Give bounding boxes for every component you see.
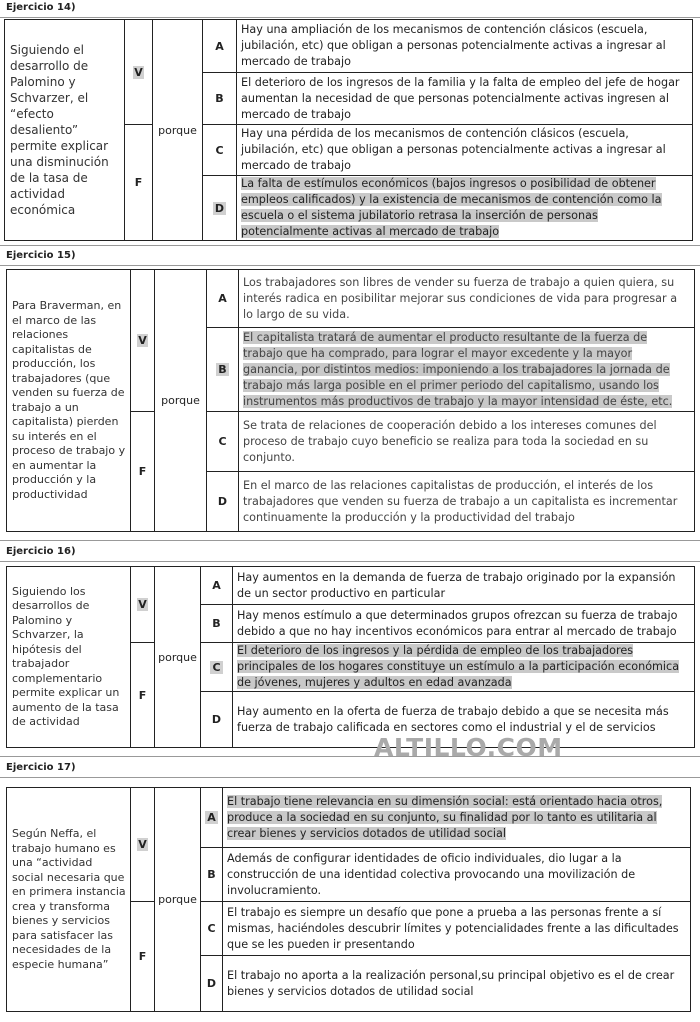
option-text: Hay una ampliación de los mecanismos de contención clásicos (escuela, jubilación, etc) que obligan a personas potencialmente activas a ingresar al mercado de trabajo	[237, 20, 693, 73]
divider	[0, 561, 700, 562]
option-letter[interactable]: C	[201, 902, 223, 956]
false-option[interactable]: F	[131, 643, 155, 748]
true-option[interactable]: V	[131, 567, 155, 643]
exercise-title: Ejercicio 14)	[6, 2, 76, 13]
option-text: El deterioro de los ingresos de la familia y la falta de empleo del jefe de hogar aumentan la necesidad de que personas potencialmente activas ingresen al mercado de trabajo	[237, 73, 693, 125]
option-text-highlighted: El deterioro de los ingresos y la pérdida de empleo de los trabajadores principales de los hogares constituye un estímulo a la participación económica de jóvenes, mujeres y adultos en edad avanzada	[233, 643, 695, 692]
option-text-highlighted: El capitalista tratará de aumentar el producto resultante de la fuerza de trabajo que ha comprado, para lograr el mayor excedente y la mayor ganancia, por distintos medios: imponiendo a los trabajadores la jornada de trabajo más larga posible en el primer periodo del capitalismo, usando los instrumentos más productivos de trabajo y la mayor intensidad de éste, etc.	[239, 328, 695, 412]
divider	[0, 245, 700, 246]
exercise-14-table	[4, 19, 693, 241]
divider	[0, 265, 700, 266]
exercise-statement: Siguiendo los desarrollos de Palomino y Schvarzer, la hipótesis del trabajador complementario permite explicar un aumento de la tasa de actividad	[7, 567, 131, 748]
exercise-16-table	[6, 566, 695, 748]
option-letter-selected[interactable]: D	[203, 176, 237, 241]
divider	[0, 540, 700, 541]
false-option[interactable]: F	[131, 902, 155, 1012]
exercise-17-table	[6, 787, 691, 1012]
option-letter[interactable]: B	[201, 848, 223, 902]
option-letter[interactable]: A	[207, 270, 239, 328]
option-letter-selected[interactable]: A	[201, 788, 223, 848]
option-letter[interactable]: C	[203, 125, 237, 176]
option-text: Hay menos estímulo a que determinados grupos ofrezcan su fuerza de trabajo debido a que no hay incentivos económicos para entrar al mercado de trabajo	[233, 605, 695, 643]
exercise-title: Ejercicio 16)	[6, 546, 76, 557]
porque-label: porque	[155, 788, 201, 1012]
option-text: Se trata de relaciones de cooperación debido a los intereses comunes del proceso de trabajo cuyo beneficio se realiza para toda la sociedad en su conjunto.	[239, 412, 695, 472]
option-text: En el marco de las relaciones capitalistas de producción, el interés de los trabajadores que venden su fuerza de trabajo a un capitalista es incrementar continuamente la producción y la productividad del trabajo	[239, 472, 695, 532]
divider	[0, 777, 700, 778]
option-text: El trabajo no aporta a la realización personal,su principal objetivo es el de crear bienes y servicios dotados de utilidad social	[223, 956, 691, 1012]
true-option[interactable]: V	[131, 270, 155, 412]
true-option[interactable]: V	[131, 788, 155, 902]
porque-label: porque	[153, 20, 203, 241]
option-letter[interactable]: D	[207, 472, 239, 532]
false-option[interactable]: F	[125, 125, 153, 241]
exercise-statement: Según Neffa, el trabajo humano es una “actividad social necesaria que en primera instancia crea y transforma bienes y servicios para satisfacer las necesidades de la especie humana”	[7, 788, 131, 1012]
porque-label: porque	[155, 567, 201, 748]
option-letter-selected[interactable]: B	[207, 328, 239, 412]
option-letter[interactable]: D	[201, 956, 223, 1012]
exercise-statement: Siguiendo el desarrollo de Palomino y Schvarzer, el “efecto desaliento” permite explicar una disminución de la tasa de actividad económica	[5, 20, 125, 241]
option-letter[interactable]: D	[201, 692, 233, 748]
exercise-statement: Para Braverman, en el marco de las relaciones capitalistas de producción, los trabajadores (que venden su fuerza de trabajo a un capitalista) pierden su interés en el proceso de trabajo y en aumentar la producción y la productividad	[7, 270, 131, 532]
false-option[interactable]: F	[131, 412, 155, 532]
watermark: ALTILLO.COM	[374, 733, 563, 762]
exercise-15-table	[6, 269, 695, 532]
option-text: Los trabajadores son libres de vender su fuerza de trabajo a quien quiera, su interés radica en posibilitar mejorar sus condiciones de vida para progresar a lo largo de su vida.	[239, 270, 695, 328]
divider	[0, 17, 700, 18]
option-text: El trabajo es siempre un desafío que pone a prueba a las personas frente a sí mismas, haciéndoles descubrir límites y potencialidades frente a las dificultades que se les pueden ir presentando	[223, 902, 691, 956]
option-text-highlighted: El trabajo tiene relevancia en su dimensión social: está orientado hacia otros, produce a la sociedad en su conjunto, su finalidad por lo tanto es utilitaria al crear bienes y servicios dotados de utilidad social	[223, 788, 691, 848]
exercise-title: Ejercicio 17)	[6, 762, 76, 773]
option-text-highlighted: La falta de estímulos económicos (bajos ingresos o posibilidad de obtener empleos calificados) y la existencia de mecanismos de contención como la escuela o el sistema jubilatorio retrasa la inserción de personas potencialmente activas al mercado de trabajo	[237, 176, 693, 241]
option-letter-selected[interactable]: C	[201, 643, 233, 692]
option-text: Hay aumentos en la demanda de fuerza de trabajo originado por la expansión de un sector productivo en particular	[233, 567, 695, 605]
option-letter[interactable]: B	[201, 605, 233, 643]
option-text: Hay una pérdida de los mecanismos de contención clásicos (escuela, jubilación, etc) que obligan a personas potencialmente activas a ingresar al mercado de trabajo	[237, 125, 693, 176]
option-letter[interactable]: A	[203, 20, 237, 73]
porque-label: porque	[155, 270, 207, 532]
option-text: Hay aumento en la oferta de fuerza de trabajo debido a que se necesita más fuerza de trabajo calificada en sectores como el industrial y el de servicios	[233, 692, 695, 748]
option-text: Además de configurar identidades de oficio individuales, dio lugar a la construcción de una identidad colectiva provocando una movilización de involucramiento.	[223, 848, 691, 902]
option-letter[interactable]: A	[201, 567, 233, 605]
true-option[interactable]: V	[125, 20, 153, 125]
option-letter[interactable]: C	[207, 412, 239, 472]
exercise-title: Ejercicio 15)	[6, 250, 76, 261]
divider	[0, 756, 700, 757]
option-letter[interactable]: B	[203, 73, 237, 125]
